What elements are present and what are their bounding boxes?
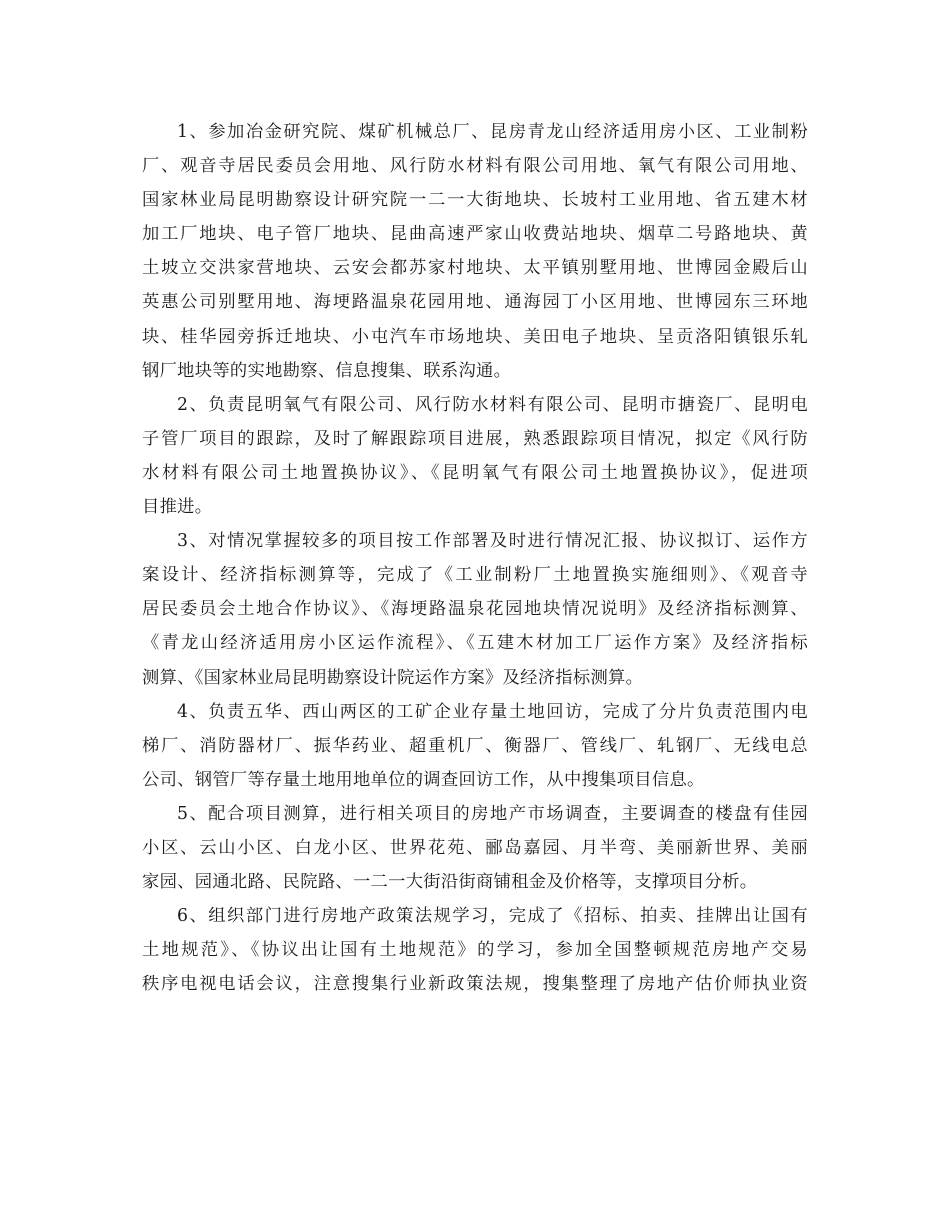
paragraph-line: 测算、《国家林业局昆明勘察设计院运作方案》及经济指标测算。 xyxy=(142,667,644,688)
paragraph-line: 2、负责昆明氧气有限公司、风行防水材料有限公司、昆明市搪瓷厂、昆明电 xyxy=(177,394,808,415)
paragraph-line: 加工厂地块、电子管厂地块、昆曲高速严家山收费站地块、烟草二号路地块、黄 xyxy=(142,224,808,245)
paragraph-line: 《青龙山经济适用房小区运作流程》、《五建木材加工厂运作方案》及经济指标 xyxy=(142,633,808,654)
paragraph-line: 6、组织部门进行房地产政策法规学习，完成了《招标、拍卖、挂牌出让国有 xyxy=(177,906,808,927)
paragraph-line: 公司、钢管厂等存量土地用地单位的调查回访工作，从中搜集项目信息。 xyxy=(142,769,705,790)
paragraph xyxy=(142,797,808,899)
paragraph-line: 1、参加冶金研究院、煤矿机械总厂、昆房青龙山经济适用房小区、工业制粉 xyxy=(177,122,808,142)
paragraph-line: 秩序电视电话会议，注意搜集行业新政策法规，搜集整理了房地产估价师执业资 xyxy=(142,974,808,995)
paragraph-line: 居民委员会土地合作协议》、《海埂路温泉花园地块情况说明》及经济指标测算、 xyxy=(142,599,808,620)
paragraph xyxy=(142,388,808,524)
paragraph-line: 小区、云山小区、白龙小区、世界花苑、郦岛嘉园、月半弯、美丽新世界、美丽 xyxy=(142,837,808,858)
paragraph-line: 子管厂项目的跟踪，及时了解跟踪项目进展，熟悉跟踪项目情况，拟定《风行防 xyxy=(142,428,808,449)
paragraph xyxy=(142,899,808,1001)
paragraph-line: 国家林业局昆明勘察设计研究院一二一大街地块、长坡村工业用地、省五建木材 xyxy=(142,190,808,211)
paragraph-line: 土地规范》、《协议出让国有土地规范》的学习，参加全国整顿规范房地产交易 xyxy=(142,940,808,961)
paragraph-line: 家园、园通北路、民院路、一二一大街沿街商铺租金及价格等，支撑项目分析。 xyxy=(142,872,758,893)
document-body xyxy=(142,115,808,1001)
paragraph-line: 英惠公司别墅用地、海埂路温泉花园用地、通海园丁小区用地、世博园东三环地 xyxy=(142,292,808,313)
paragraph-line: 3、对情况掌握较多的项目按工作部署及时进行情况汇报、协议拟订、运作方 xyxy=(177,531,808,552)
paragraph-line: 钢厂地块等的实地勘察、信息搜集、联系沟通。 xyxy=(142,360,512,381)
paragraph-line: 水材料有限公司土地置换协议》、《昆明氧气有限公司土地置换协议》，促进项 xyxy=(142,462,808,483)
paragraph xyxy=(142,115,808,388)
paragraph-line: 案设计、经济指标测算等，完成了《工业制粉厂土地置换实施细则》、《观音寺 xyxy=(142,565,808,586)
paragraph-line: 厂、观音寺居民委员会用地、风行防水材料有限公司用地、氧气有限公司用地、 xyxy=(142,156,808,177)
paragraph-line: 4、负责五华、西山两区的工矿企业存量土地回访，完成了分片负责范围内电 xyxy=(177,701,808,722)
paragraph xyxy=(142,695,808,797)
paragraph-line: 梯厂、消防器材厂、振华药业、超重机厂、衡器厂、管线厂、轧钢厂、无线电总 xyxy=(142,735,808,756)
paragraph-line: 块、桂华园旁拆迁地块、小屯汽车市场地块、美田电子地块、呈贡洛阳镇银乐轧 xyxy=(142,326,808,347)
paragraph-line: 土坡立交洪家营地块、云安会都苏家村地块、太平镇别墅用地、世博园金殿后山 xyxy=(142,258,808,279)
paragraph xyxy=(142,524,808,694)
paragraph-line: 5、配合项目测算，进行相关项目的房地产市场调查，主要调查的楼盘有佳园 xyxy=(177,803,808,824)
paragraph-line: 目推进。 xyxy=(142,497,213,518)
